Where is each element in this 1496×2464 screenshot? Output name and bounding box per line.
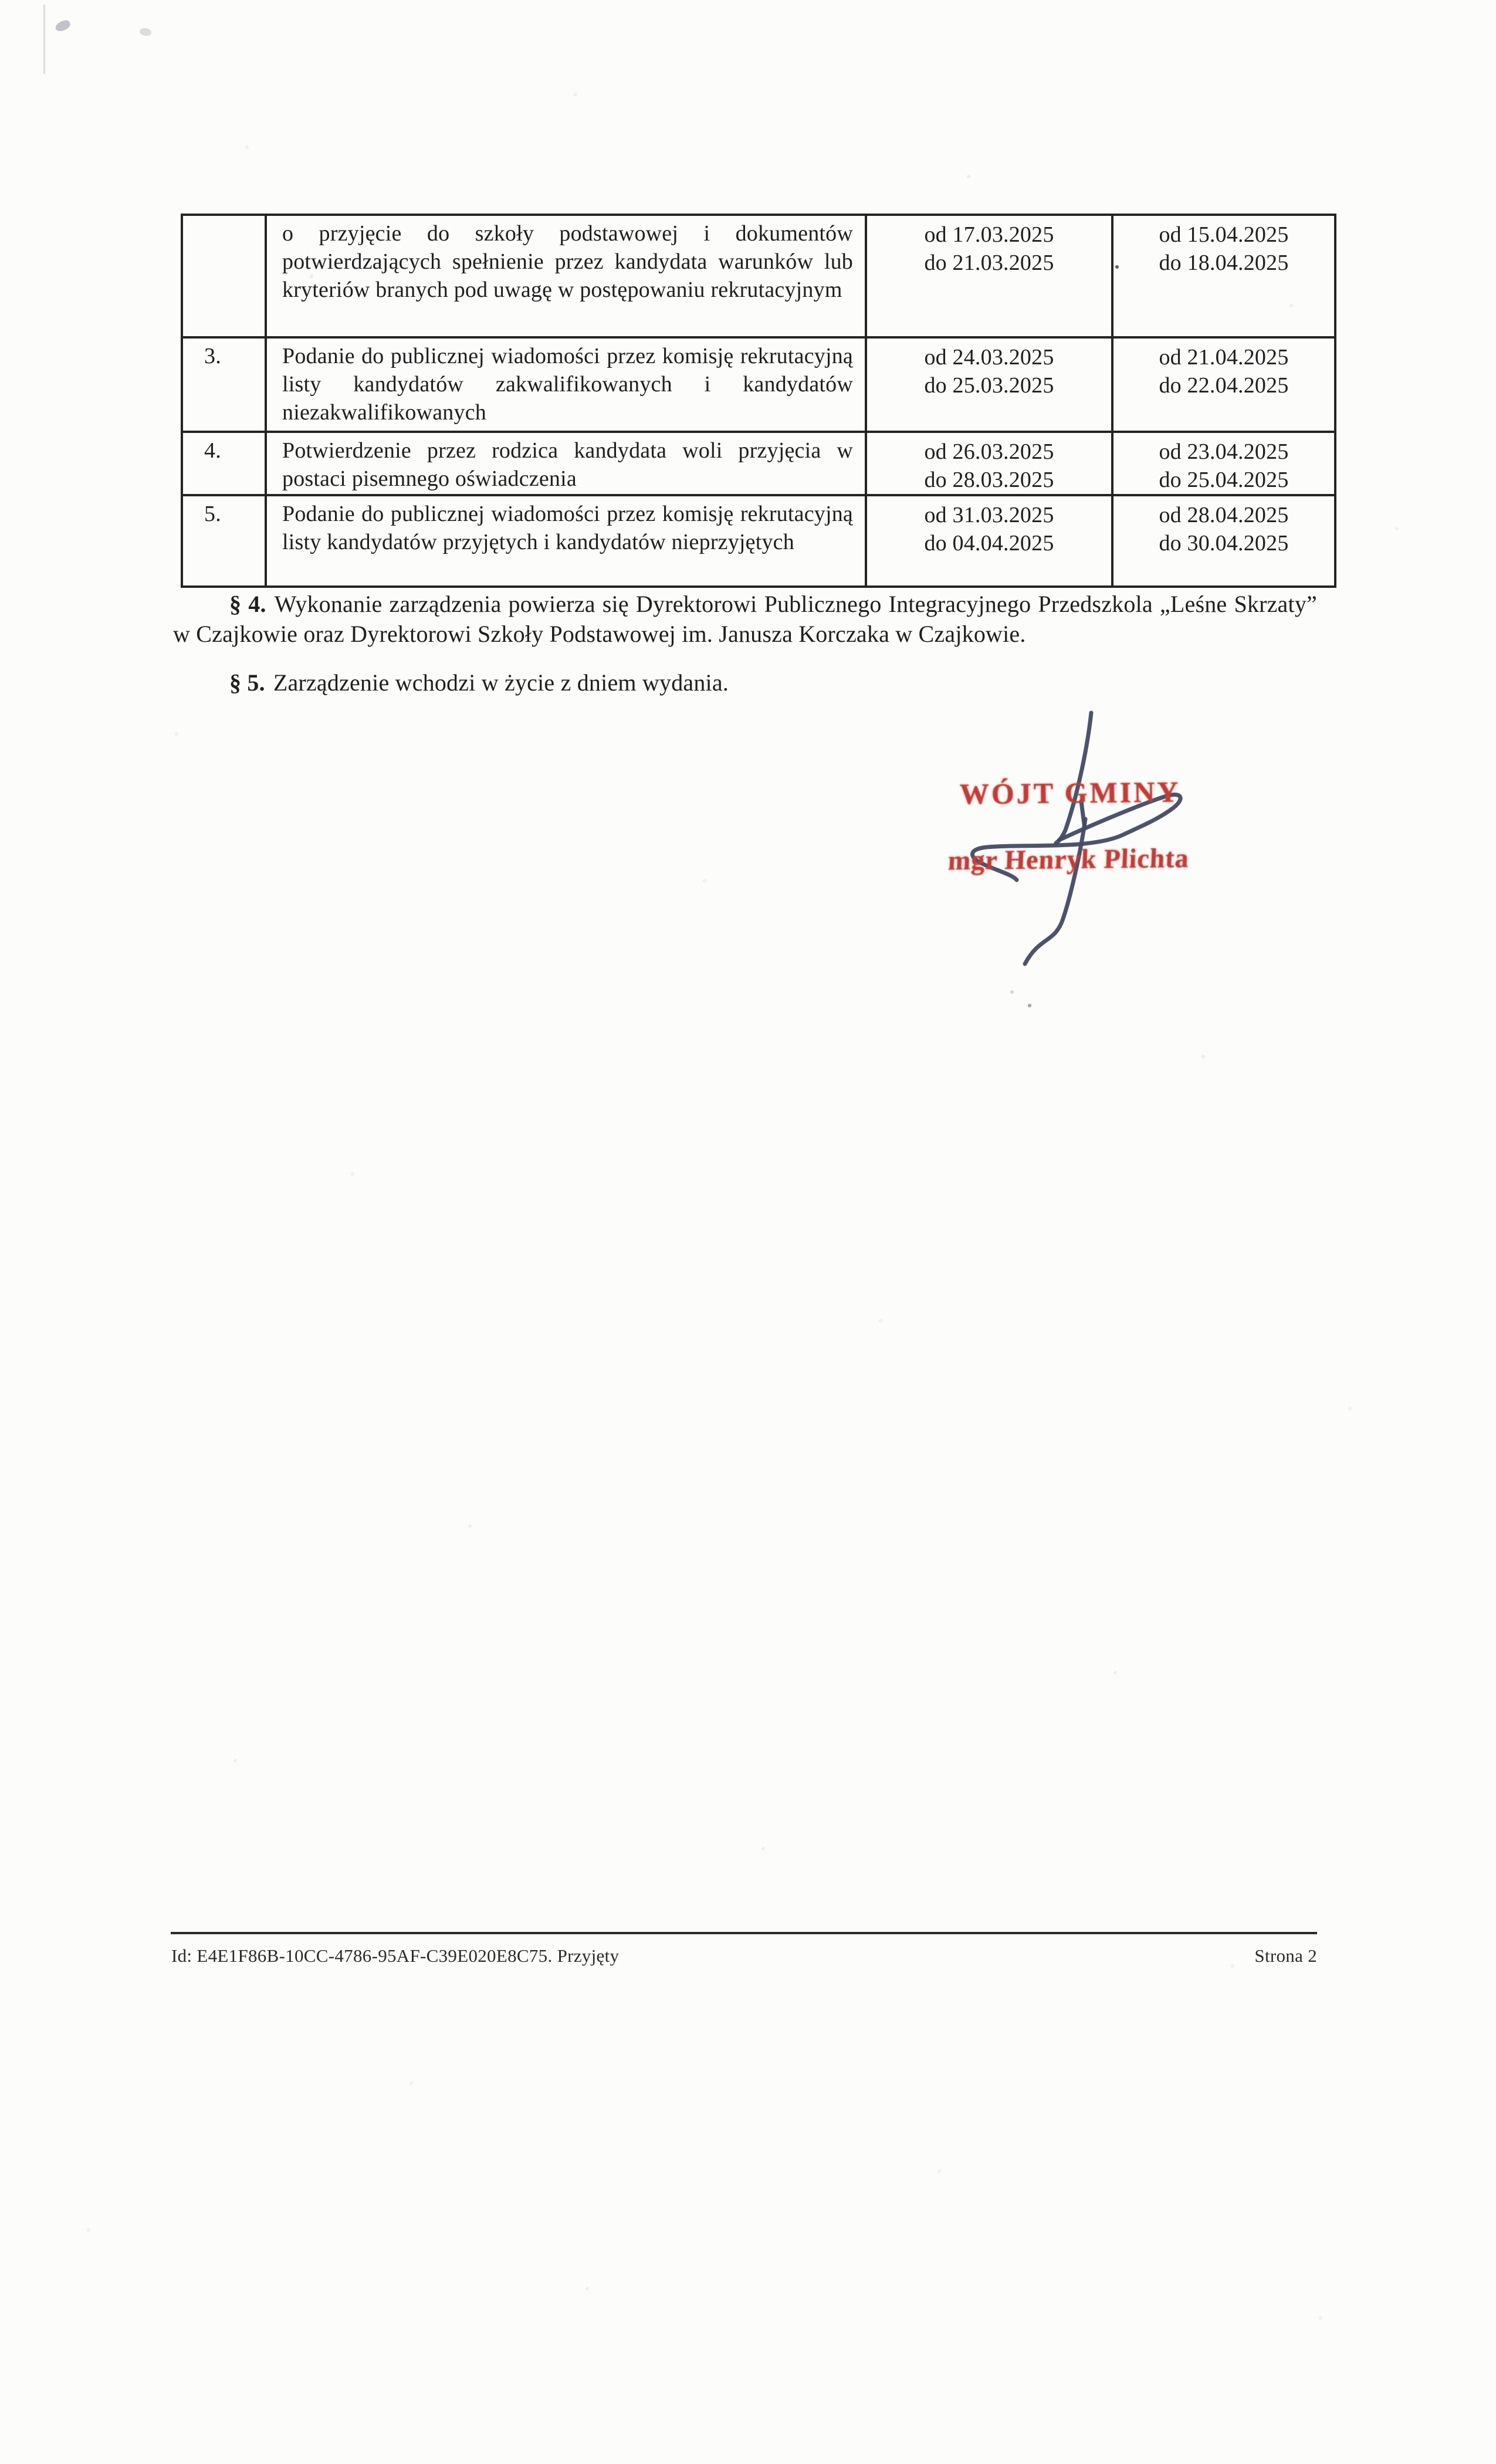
- term-to: do 18.04.2025: [1159, 251, 1289, 275]
- row-number-cell: 3.: [182, 337, 266, 432]
- term-supplementary-cell: [1112, 432, 1335, 495]
- term-main-cell: [866, 495, 1112, 587]
- term-to: do 25.04.2025: [1159, 468, 1289, 492]
- term-from: od 17.03.2025: [924, 222, 1054, 247]
- term-supplementary-cell: [1112, 495, 1335, 587]
- section-marker: § 4.: [229, 591, 266, 617]
- term-from: od 26.03.2025: [924, 439, 1054, 464]
- term-from: od 24.03.2025: [924, 345, 1054, 370]
- stamp-official-name: mgr Henryk Plichta: [947, 842, 1190, 876]
- scan-artifact-line: [43, 5, 45, 74]
- table-row: [182, 337, 1335, 432]
- footer-divider-line: [171, 1932, 1317, 1934]
- task-description-cell: Potwierdzenie przez rodzica kandydata woli przyjęcia w postaci pisemnego oświadczenia: [266, 432, 866, 495]
- term-supplementary-cell: [1112, 215, 1335, 337]
- term-to: do 22.04.2025: [1159, 373, 1289, 398]
- scan-smudge: [54, 19, 72, 32]
- footer-page-number: Strona 2: [1254, 1945, 1317, 1966]
- term-supplementary-cell: [1112, 337, 1335, 432]
- term-from: od 31.03.2025: [924, 503, 1054, 527]
- paragraph-section-4: [173, 589, 1317, 649]
- row-number-cell: 5.: [182, 495, 266, 587]
- table-row: [182, 432, 1335, 495]
- paragraph-section-5: [173, 668, 1317, 698]
- term-from: od 21.04.2025: [1159, 345, 1289, 370]
- term-from: od 28.04.2025: [1159, 503, 1289, 527]
- footer-document-id: Id: E4E1F86B-10CC-4786-95AF-C39E020E8C75. Przyjęty: [171, 1945, 620, 1966]
- term-to: do 25.03.2025: [924, 373, 1054, 398]
- scan-smudge: [139, 27, 152, 36]
- term-from: od 23.04.2025: [1159, 439, 1289, 464]
- recruitment-schedule-table: [181, 214, 1336, 588]
- section-text: Zarządzenie wchodzi w życie z dniem wydania.: [273, 669, 729, 696]
- table-row: [182, 215, 1335, 337]
- row-number-cell: [182, 215, 266, 337]
- task-description-cell: Podanie do publicznej wiadomości przez komisję rekrutacyjną listy kandydatów zakwalifikowanych i kandydatów niezakwalifikowanych: [266, 337, 866, 432]
- term-to: do 21.03.2025: [924, 251, 1054, 275]
- section-text: Wykonanie zarządzenia powierza się Dyrektorowi Publicznego Integracyjnego Przedszkola „Leśne Skrzaty” w Czajkowie oraz Dyrektorowi Szkoły Podstawowej im. Janusza Korczaka w Czajkowie.: [173, 591, 1317, 647]
- term-from: od 15.04.2025: [1159, 222, 1289, 247]
- stamp-office-title: WÓJT GMINY: [959, 775, 1181, 810]
- scan-noise-speckles: [0, 0, 1, 1]
- term-main-cell: [866, 215, 1112, 337]
- task-description-cell: Podanie do publicznej wiadomości przez komisję rekrutacyjną listy kandydatów przyjętych i kandydatów nieprzyjętych: [266, 495, 866, 587]
- table-row: [182, 495, 1335, 587]
- task-description-cell: o przyjęcie do szkoły podstawowej i dokumentów potwierdzających spełnienie przez kandydata warunków lub kryteriów branych pod uwagę w postępowaniu rekrutacyjnym: [266, 215, 866, 337]
- term-to: do 04.04.2025: [924, 531, 1054, 556]
- term-to: do 30.04.2025: [1159, 531, 1289, 556]
- term-main-cell: [866, 432, 1112, 495]
- term-to: do 28.03.2025: [924, 468, 1054, 492]
- row-number-cell: 4.: [182, 432, 266, 495]
- term-main-cell: [866, 337, 1112, 432]
- section-marker: § 5.: [229, 669, 265, 696]
